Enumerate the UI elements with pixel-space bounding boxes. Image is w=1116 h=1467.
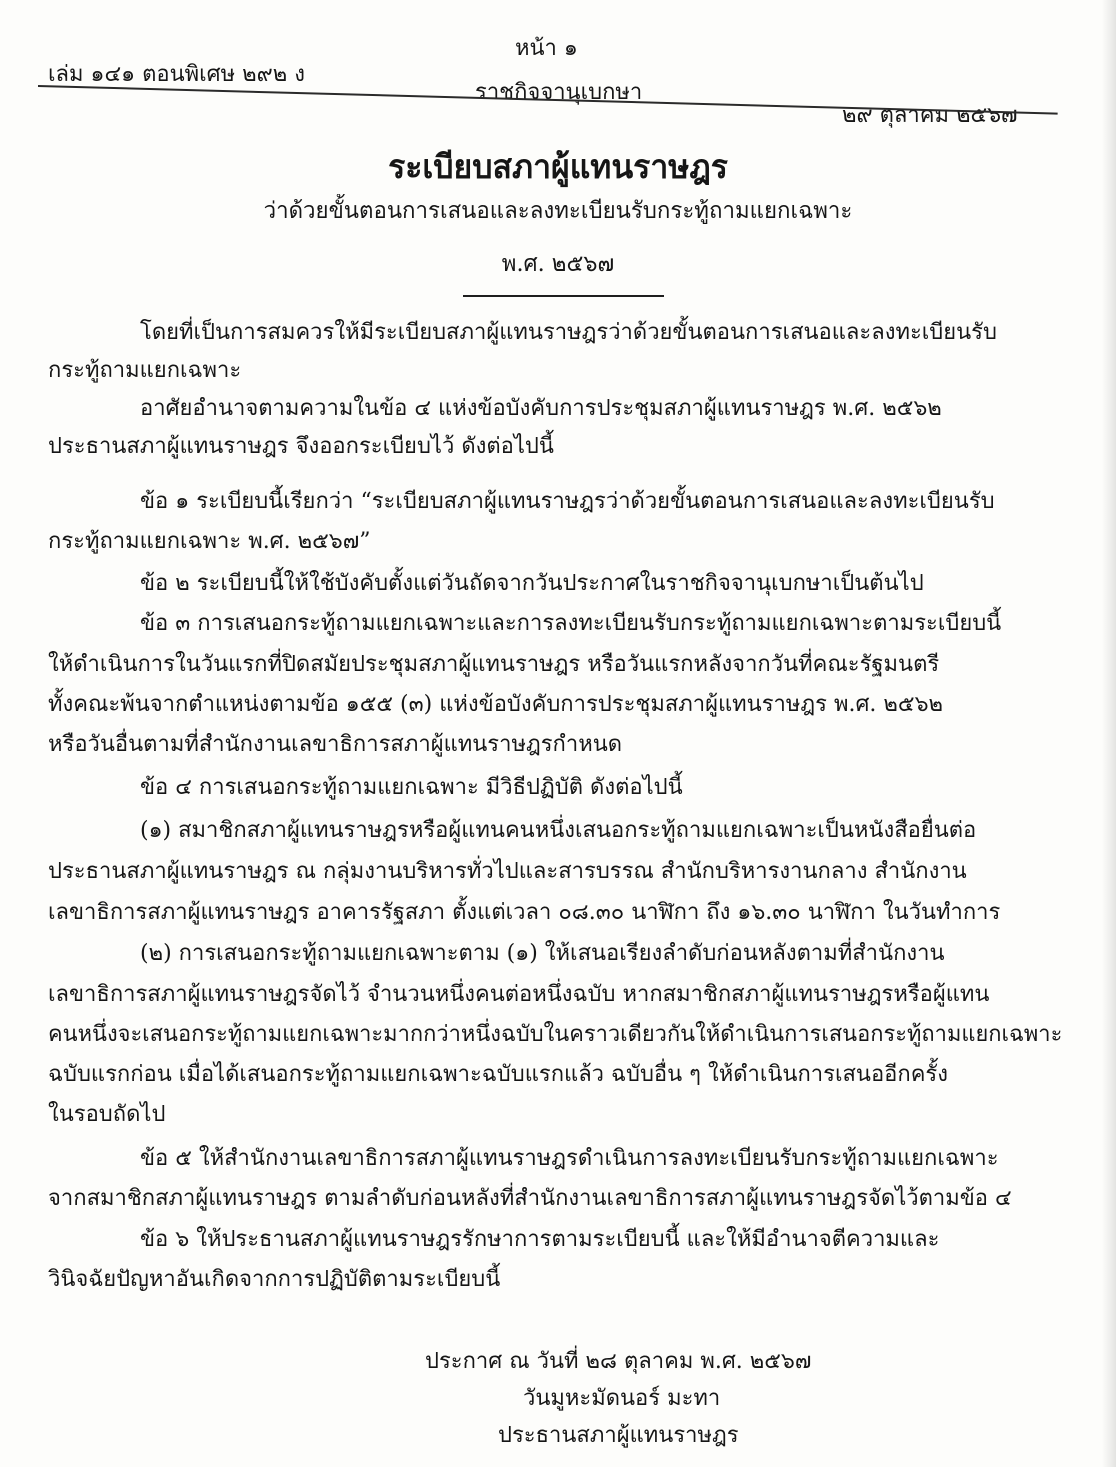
body-line: ให้ดำเนินการในวันแรกที่ปิดสมัยประชุมสภาผู้แทนราษฎร หรือวันแรกหลังจากวันที่คณะรัฐมนตรี — [48, 652, 940, 677]
body-line: หรือวันอื่นตามที่สำนักงานเลขาธิการสภาผู้แทนราษฎรกำหนด — [48, 732, 623, 757]
document-year: พ.ศ. ๒๕๖๗ — [501, 251, 615, 277]
body-line: ประธานสภาผู้แทนราษฎร ณ กลุ่มงานบริหารทั่วไปและสารบรรณ สำนักบริหารงานกลาง สำนักงาน — [48, 859, 967, 884]
body-line: (๒) การเสนอกระทู้ถามแยกเฉพาะตาม (๑) ให้เสนอเรียงลำดับก่อนหลังตามที่สำนักงาน — [140, 941, 945, 966]
document-title: ระเบียบสภาผู้แทนราษฎร — [388, 147, 728, 186]
body-line: ข้อ ๒ ระเบียบนี้ให้ใช้บังคับตั้งแต่วันถัดจากวันประกาศในราชกิจจานุเบกษาเป็นต้นไป — [140, 571, 924, 596]
body-line: จากสมาชิกสภาผู้แทนราษฎร ตามลำดับก่อนหลังที่สำนักงานเลขาธิการสภาผู้แทนราษฎรจัดไว้ตามข้อ ๔ — [48, 1186, 1012, 1211]
announcement-date: ประกาศ ณ วันที่ ๒๘ ตุลาคม พ.ศ. ๒๕๖๗ — [425, 1349, 812, 1374]
page-edge-shadow — [1102, 0, 1116, 1467]
body-line: ฉบับแรกก่อน เมื่อได้เสนอกระทู้ถามแยกเฉพาะฉบับแรกแล้ว ฉบับอื่น ๆ ให้ดำเนินการเสนออีกครั้ง — [48, 1062, 948, 1087]
page-number: หน้า ๑ — [515, 36, 578, 61]
volume-issue: เล่ม ๑๔๑ ตอนพิเศษ ๒๙๒ ง — [48, 62, 305, 87]
gazette-name: ราชกิจจานุเบกษา — [475, 80, 643, 105]
signatory-name: วันมูหะมัดนอร์ มะทา — [523, 1386, 721, 1411]
body-line: ในรอบถัดไป — [48, 1102, 166, 1127]
body-line: ประธานสภาผู้แทนราษฎร จึงออกระเบียบไว้ ดังต่อไปนี้ — [48, 434, 554, 459]
body-line: กระทู้ถามแยกเฉพาะ — [48, 358, 242, 383]
signatory-position: ประธานสภาผู้แทนราษฎร — [498, 1423, 739, 1448]
body-line: เลขาธิการสภาผู้แทนราษฎรจัดไว้ จำนวนหนึ่งคนต่อหนึ่งฉบับ หากสมาชิกสภาผู้แทนราษฎรหรือผู้แทน — [48, 982, 990, 1007]
body-line: (๑) สมาชิกสภาผู้แทนราษฎรหรือผู้แทนคนหนึ่งเสนอกระทู้ถามแยกเฉพาะเป็นหนังสือยื่นต่อ — [140, 818, 977, 843]
body-line: ข้อ ๑ ระเบียบนี้เรียกว่า “ระเบียบสภาผู้แทนราษฎรว่าด้วยขั้นตอนการเสนอและลงทะเบียนรับ — [140, 489, 995, 514]
publication-date: ๒๙ ตุลาคม ๒๕๖๗ — [842, 103, 1018, 128]
body-line: คนหนึ่งจะเสนอกระทู้ถามแยกเฉพาะมากกว่าหนึ่งฉบับในคราวเดียวกันให้ดำเนินการเสนอกระทู้ถามแยกเฉพาะ — [48, 1022, 1063, 1047]
body-line: ข้อ ๖ ให้ประธานสภาผู้แทนราษฎรรักษาการตามระเบียบนี้ และให้มีอำนาจตีความและ — [140, 1227, 940, 1252]
body-line: อาศัยอำนาจตามความในข้อ ๔ แห่งข้อบังคับการประชุมสภาผู้แทนราษฎร พ.ศ. ๒๕๖๒ — [140, 396, 942, 421]
body-line: กระทู้ถามแยกเฉพาะ พ.ศ. ๒๕๖๗” — [48, 529, 371, 554]
body-line: โดยที่เป็นการสมควรให้มีระเบียบสภาผู้แทนราษฎรว่าด้วยขั้นตอนการเสนอและลงทะเบียนรับ — [140, 320, 997, 345]
body-line: ข้อ ๔ การเสนอกระทู้ถามแยกเฉพาะ มีวิธีปฏิบัติ ดังต่อไปนี้ — [140, 775, 683, 800]
document-subtitle: ว่าด้วยขั้นตอนการเสนอและลงทะเบียนรับกระทู้ถามแยกเฉพาะ — [263, 198, 853, 224]
body-line: ทั้งคณะพ้นจากตำแหน่งตามข้อ ๑๕๕ (๓) แห่งข้อบังคับการประชุมสภาผู้แทนราษฎร พ.ศ. ๒๕๖๒ — [48, 692, 944, 717]
body-line: เลขาธิการสภาผู้แทนราษฎร อาคารรัฐสภา ตั้งแต่เวลา ๐๘.๓๐ นาฬิกา ถึง ๑๖.๓๐ นาฬิกา ในวันทำการ — [48, 900, 1001, 925]
title-rule — [463, 295, 664, 297]
body-line: ข้อ ๕ ให้สำนักงานเลขาธิการสภาผู้แทนราษฎรดำเนินการลงทะเบียนรับกระทู้ถามแยกเฉพาะ — [140, 1146, 999, 1171]
body-line: ข้อ ๓ การเสนอกระทู้ถามแยกเฉพาะและการลงทะเบียนรับกระทู้ถามแยกเฉพาะตามระเบียบนี้ — [140, 611, 1002, 636]
body-line: วินิจฉัยปัญหาอันเกิดจากการปฏิบัติตามระเบียบนี้ — [48, 1267, 501, 1292]
